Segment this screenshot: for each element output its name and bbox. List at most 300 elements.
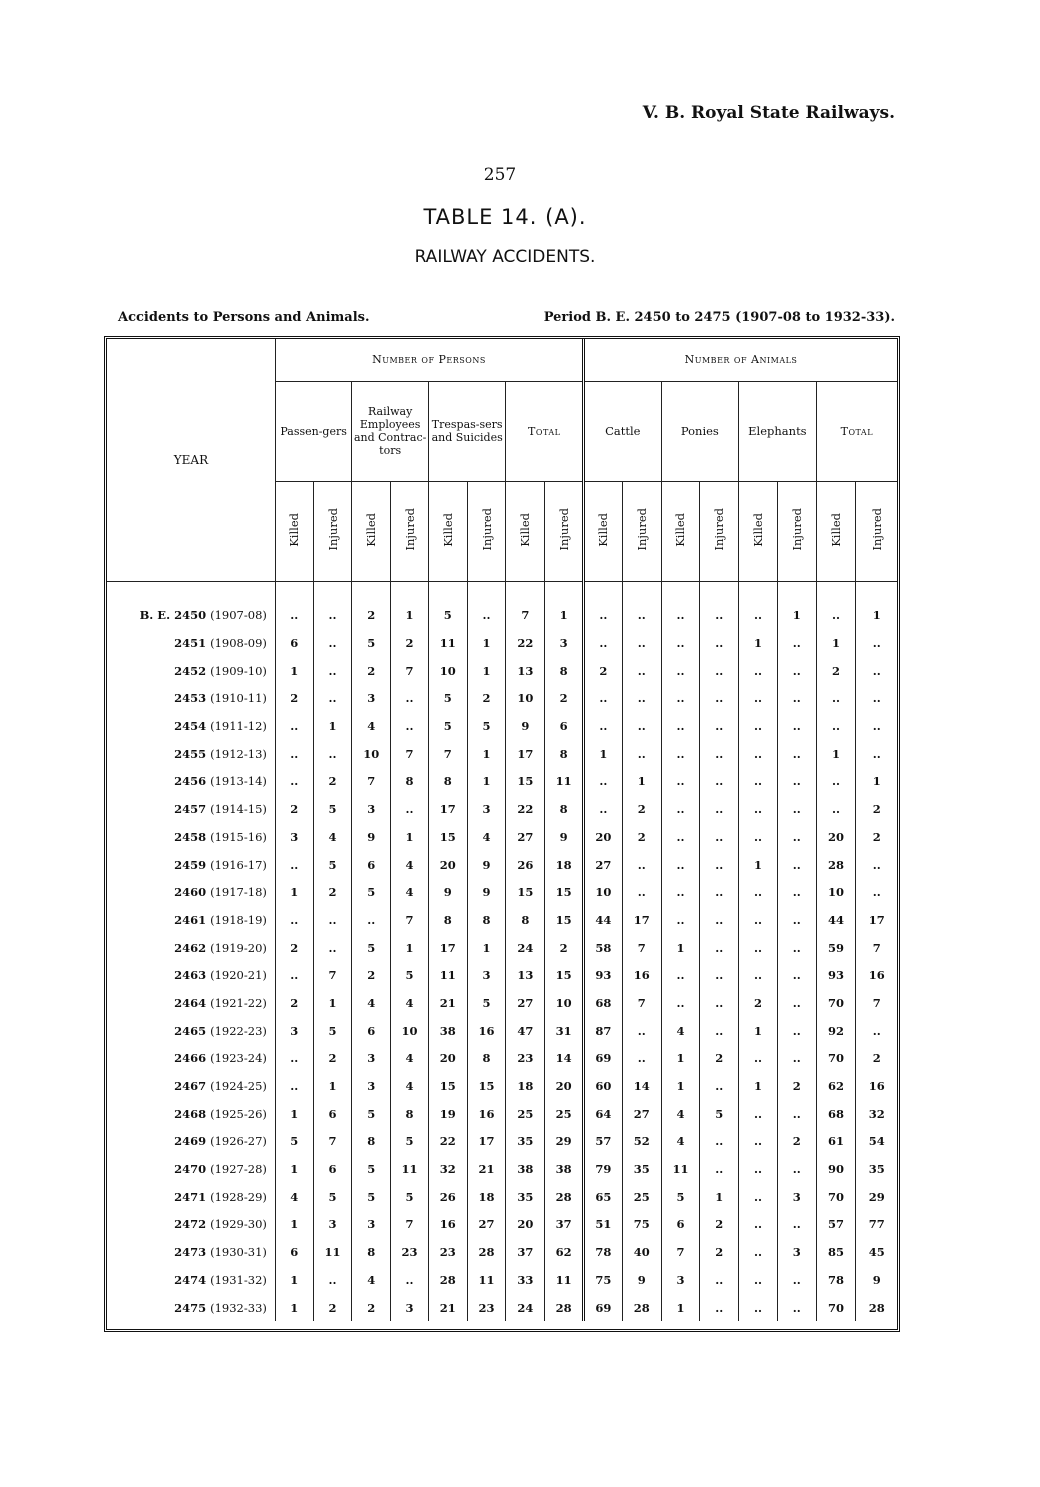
year-range: (1920-21) — [210, 968, 267, 983]
value-cell: 15 — [506, 768, 545, 796]
table-row — [107, 1017, 897, 1045]
value-cell: 78 — [584, 1238, 623, 1266]
col-header-label: Killed — [440, 512, 455, 547]
value-cell: 5 — [428, 602, 467, 630]
value-cell: 35 — [506, 1183, 545, 1211]
year-cell — [107, 1128, 275, 1156]
value-cell: .. — [816, 712, 856, 740]
value-cell: 7 — [622, 989, 661, 1017]
value-cell: 5 — [700, 1100, 739, 1128]
year-cell — [107, 602, 275, 630]
year-range: (1925-26) — [210, 1106, 267, 1121]
year-range: (1909-10) — [210, 663, 267, 678]
table-row — [107, 1100, 897, 1128]
value-cell: 1 — [661, 934, 700, 962]
value-cell: 28 — [428, 1266, 467, 1294]
value-cell: 1 — [275, 657, 313, 685]
value-cell: .. — [584, 685, 623, 713]
injured-col-header — [700, 481, 739, 581]
year-header — [107, 339, 275, 581]
value-cell: .. — [777, 1211, 816, 1239]
value-cell: 23 — [467, 1294, 506, 1322]
killed-col-header — [739, 481, 778, 581]
value-cell: .. — [313, 657, 352, 685]
value-cell: .. — [622, 685, 661, 713]
year-cell — [107, 1266, 275, 1294]
value-cell: .. — [739, 602, 778, 630]
value-cell: .. — [275, 1072, 313, 1100]
value-cell: .. — [739, 1155, 778, 1183]
value-cell: 25 — [545, 1100, 584, 1128]
value-cell: 33 — [506, 1266, 545, 1294]
year-number: 2457 — [174, 802, 207, 817]
value-cell: .. — [856, 851, 897, 879]
value-cell: 9 — [622, 1266, 661, 1294]
value-cell: 10 — [584, 878, 623, 906]
value-cell: .. — [700, 1072, 739, 1100]
value-cell: .. — [661, 961, 700, 989]
value-cell: .. — [391, 1266, 429, 1294]
value-cell: 44 — [584, 906, 623, 934]
value-cell: 35 — [622, 1155, 661, 1183]
value-cell: 1 — [467, 629, 506, 657]
value-cell: 20 — [584, 823, 623, 851]
value-cell: .. — [661, 740, 700, 768]
value-cell: 1 — [275, 1100, 313, 1128]
year-number: 2469 — [174, 1134, 207, 1149]
value-cell: .. — [816, 685, 856, 713]
value-cell: 17 — [506, 740, 545, 768]
table-row — [107, 795, 897, 823]
value-cell: 6 — [352, 1017, 391, 1045]
value-cell: 2 — [777, 1128, 816, 1156]
value-cell: 18 — [467, 1183, 506, 1211]
value-cell: .. — [777, 1100, 816, 1128]
value-cell: 2 — [700, 1211, 739, 1239]
value-cell: 38 — [506, 1155, 545, 1183]
group-trespassers: Trespas-sers and Suicides — [428, 381, 506, 481]
value-cell: 1 — [467, 934, 506, 962]
value-cell: 5 — [352, 629, 391, 657]
value-cell: .. — [661, 685, 700, 713]
table-row — [107, 989, 897, 1017]
value-cell: .. — [313, 629, 352, 657]
value-cell: 1 — [275, 1155, 313, 1183]
value-cell: 92 — [816, 1017, 856, 1045]
value-cell: 68 — [584, 989, 623, 1017]
value-cell: .. — [856, 878, 897, 906]
value-cell: 11 — [467, 1266, 506, 1294]
value-cell: .. — [739, 1238, 778, 1266]
year-cell — [107, 851, 275, 879]
value-cell: 7 — [313, 1128, 352, 1156]
group-persons-total: Total — [506, 381, 584, 481]
year-range: (1918-19) — [210, 912, 267, 927]
value-cell: 22 — [428, 1128, 467, 1156]
value-cell: .. — [584, 602, 623, 630]
value-cell: 1 — [739, 1072, 778, 1100]
value-cell: 4 — [275, 1183, 313, 1211]
value-cell: .. — [856, 1017, 897, 1045]
value-cell: 45 — [856, 1238, 897, 1266]
value-cell: 87 — [584, 1017, 623, 1045]
year-cell — [107, 795, 275, 823]
value-cell: 15 — [467, 1072, 506, 1100]
value-cell: 4 — [661, 1128, 700, 1156]
value-cell: .. — [661, 851, 700, 879]
value-cell: .. — [700, 629, 739, 657]
value-cell: 11 — [545, 1266, 584, 1294]
value-cell: .. — [313, 906, 352, 934]
value-cell: 4 — [661, 1100, 700, 1128]
value-cell: .. — [313, 602, 352, 630]
railway-name-heading: V. B. Royal State Railways. — [642, 103, 895, 123]
value-cell: .. — [700, 685, 739, 713]
value-cell: 18 — [545, 851, 584, 879]
value-cell: .. — [700, 989, 739, 1017]
value-cell: 27 — [506, 823, 545, 851]
value-cell: 8 — [506, 906, 545, 934]
value-cell: 4 — [352, 989, 391, 1017]
year-range: (1916-17) — [210, 857, 267, 872]
value-cell: 5 — [352, 1155, 391, 1183]
value-cell: .. — [661, 602, 700, 630]
value-cell: 22 — [506, 629, 545, 657]
value-cell: .. — [700, 961, 739, 989]
value-cell: 5 — [428, 712, 467, 740]
year-cell — [107, 629, 275, 657]
value-cell: 1 — [275, 878, 313, 906]
year-number: B. E. 2450 — [139, 608, 207, 623]
group-cattle: Cattle — [584, 381, 662, 481]
value-cell: .. — [700, 740, 739, 768]
value-cell: 17 — [622, 906, 661, 934]
value-cell: .. — [700, 795, 739, 823]
value-cell: 28 — [856, 1294, 897, 1322]
killed-col-header — [584, 481, 623, 581]
value-cell: 7 — [391, 657, 429, 685]
value-cell: 3 — [467, 961, 506, 989]
value-cell: 70 — [816, 1045, 856, 1073]
value-cell: 20 — [545, 1072, 584, 1100]
value-cell: 2 — [856, 1045, 897, 1073]
value-cell: .. — [777, 878, 816, 906]
value-cell: 7 — [856, 934, 897, 962]
value-cell: 1 — [661, 1294, 700, 1322]
year-range: (1907-08) — [210, 608, 267, 623]
value-cell: 3 — [352, 1045, 391, 1073]
value-cell: 7 — [391, 906, 429, 934]
value-cell: 11 — [428, 629, 467, 657]
value-cell: 4 — [467, 823, 506, 851]
table-subtitle: RAILWAY ACCIDENTS. — [414, 247, 596, 267]
year-range: (1910-11) — [210, 691, 267, 706]
value-cell: 5 — [391, 961, 429, 989]
value-cell: .. — [739, 1183, 778, 1211]
value-cell: 1 — [313, 989, 352, 1017]
value-cell: .. — [777, 768, 816, 796]
value-cell: .. — [275, 961, 313, 989]
subheading-right: Period B. E. 2450 to 2475 (1907-08 to 1932-33). — [543, 310, 895, 325]
value-cell: 28 — [467, 1238, 506, 1266]
value-cell: 3 — [352, 685, 391, 713]
value-cell: 10 — [816, 878, 856, 906]
value-cell: 90 — [816, 1155, 856, 1183]
value-cell: 13 — [506, 961, 545, 989]
page-number: 257 — [483, 165, 517, 185]
year-number: 2473 — [174, 1245, 207, 1260]
value-cell: .. — [313, 740, 352, 768]
year-cell — [107, 685, 275, 713]
value-cell: .. — [584, 768, 623, 796]
value-cell: 79 — [584, 1155, 623, 1183]
col-header-label: Injured — [712, 508, 727, 551]
value-cell: 20 — [506, 1211, 545, 1239]
value-cell: .. — [700, 1017, 739, 1045]
value-cell: .. — [275, 740, 313, 768]
year-number: 2464 — [174, 995, 207, 1010]
value-cell: 1 — [467, 740, 506, 768]
value-cell: 2 — [391, 629, 429, 657]
year-number: 2456 — [174, 774, 207, 789]
value-cell: 5 — [352, 1183, 391, 1211]
value-cell: .. — [700, 878, 739, 906]
table-row — [107, 1045, 897, 1073]
value-cell: .. — [275, 1045, 313, 1073]
value-cell: 68 — [816, 1100, 856, 1128]
value-cell: 15 — [545, 878, 584, 906]
value-cell: .. — [777, 851, 816, 879]
value-cell: 32 — [856, 1100, 897, 1128]
value-cell: .. — [584, 629, 623, 657]
value-cell: 85 — [816, 1238, 856, 1266]
year-range: (1930-31) — [210, 1245, 267, 1260]
year-number: 2463 — [174, 968, 207, 983]
value-cell: .. — [739, 1211, 778, 1239]
year-range: (1932-33) — [210, 1300, 267, 1315]
table-row — [107, 1128, 897, 1156]
value-cell: 9 — [352, 823, 391, 851]
value-cell: 23 — [391, 1238, 429, 1266]
value-cell: 4 — [391, 1072, 429, 1100]
injured-col-header — [467, 481, 506, 581]
value-cell: .. — [700, 1266, 739, 1294]
value-cell: 5 — [467, 712, 506, 740]
value-cell: 21 — [428, 989, 467, 1017]
value-cell: 1 — [391, 602, 429, 630]
value-cell: 2 — [700, 1045, 739, 1073]
value-cell: .. — [777, 961, 816, 989]
table-row — [107, 1238, 897, 1266]
value-cell: 9 — [428, 878, 467, 906]
value-cell: 1 — [313, 1072, 352, 1100]
value-cell: 20 — [816, 823, 856, 851]
value-cell: 8 — [391, 768, 429, 796]
year-range: (1923-24) — [210, 1051, 267, 1066]
value-cell: .. — [777, 795, 816, 823]
injured-col-header — [545, 481, 584, 581]
value-cell: .. — [622, 657, 661, 685]
value-cell: 7 — [661, 1238, 700, 1266]
value-cell: .. — [739, 823, 778, 851]
table-row — [107, 1155, 897, 1183]
value-cell: 9 — [467, 851, 506, 879]
value-cell: 1 — [313, 712, 352, 740]
value-cell: .. — [391, 685, 429, 713]
year-cell — [107, 768, 275, 796]
col-header-label: Killed — [673, 512, 688, 547]
value-cell: 60 — [584, 1072, 623, 1100]
value-cell: .. — [661, 823, 700, 851]
value-cell: .. — [622, 851, 661, 879]
value-cell: 5 — [428, 685, 467, 713]
killed-col-header — [506, 481, 545, 581]
value-cell: .. — [856, 629, 897, 657]
persons-header: Number of Persons — [275, 339, 583, 381]
value-cell: 7 — [391, 740, 429, 768]
value-cell: 1 — [700, 1183, 739, 1211]
value-cell: 77 — [856, 1211, 897, 1239]
year-cell — [107, 1238, 275, 1266]
table-title: TABLE 14. (A). — [423, 205, 587, 229]
value-cell: .. — [739, 685, 778, 713]
year-range: (1924-25) — [210, 1079, 267, 1094]
value-cell: .. — [467, 602, 506, 630]
value-cell: 4 — [391, 989, 429, 1017]
year-cell — [107, 934, 275, 962]
col-header-label: Killed — [518, 512, 533, 547]
value-cell: .. — [739, 657, 778, 685]
table-row — [107, 712, 897, 740]
value-cell: .. — [352, 906, 391, 934]
value-cell: 24 — [506, 934, 545, 962]
year-range: (1913-14) — [210, 774, 267, 789]
value-cell: 4 — [391, 851, 429, 879]
value-cell: 1 — [739, 851, 778, 879]
value-cell: 57 — [584, 1128, 623, 1156]
year-cell — [107, 1183, 275, 1211]
value-cell: 62 — [545, 1238, 584, 1266]
value-cell: .. — [700, 1155, 739, 1183]
value-cell: 5 — [313, 1017, 352, 1045]
value-cell: .. — [700, 934, 739, 962]
value-cell: 5 — [313, 851, 352, 879]
value-cell: .. — [739, 1294, 778, 1322]
year-number: 2468 — [174, 1106, 207, 1121]
value-cell: 8 — [545, 657, 584, 685]
year-number: 2460 — [174, 885, 207, 900]
injured-col-header — [391, 481, 429, 581]
value-cell: 78 — [816, 1266, 856, 1294]
year-cell — [107, 906, 275, 934]
value-cell: .. — [584, 795, 623, 823]
table-row — [107, 685, 897, 713]
value-cell: .. — [700, 851, 739, 879]
value-cell: 2 — [622, 795, 661, 823]
value-cell: 7 — [352, 768, 391, 796]
value-cell: 6 — [352, 851, 391, 879]
col-header-label: Injured — [869, 508, 884, 551]
value-cell: 3 — [352, 1072, 391, 1100]
value-cell: 4 — [313, 823, 352, 851]
group-elephants: Elephants — [739, 381, 817, 481]
value-cell: 65 — [584, 1183, 623, 1211]
value-cell: .. — [739, 961, 778, 989]
value-cell: 2 — [545, 685, 584, 713]
value-cell: 9 — [856, 1266, 897, 1294]
value-cell: 15 — [545, 906, 584, 934]
value-cell: 8 — [545, 795, 584, 823]
value-cell: .. — [661, 768, 700, 796]
value-cell: 16 — [856, 961, 897, 989]
year-cell — [107, 961, 275, 989]
value-cell: 23 — [506, 1045, 545, 1073]
year-range: (1926-27) — [210, 1134, 267, 1149]
col-header-label: Injured — [634, 508, 649, 551]
value-cell: 11 — [313, 1238, 352, 1266]
value-cell: 16 — [856, 1072, 897, 1100]
year-number: 2455 — [174, 746, 207, 761]
value-cell: .. — [622, 878, 661, 906]
value-cell: .. — [777, 906, 816, 934]
value-cell: 1 — [275, 1294, 313, 1322]
value-cell: .. — [777, 989, 816, 1017]
value-cell: .. — [739, 1128, 778, 1156]
group-railway-employees: Railway Employees and Contrac-tors — [352, 381, 429, 481]
value-cell: .. — [275, 768, 313, 796]
year-header-label: YEAR — [173, 452, 209, 467]
value-cell: 32 — [428, 1155, 467, 1183]
value-cell: 3 — [352, 795, 391, 823]
value-cell: .. — [700, 906, 739, 934]
killed-col-header — [661, 481, 700, 581]
year-number: 2459 — [174, 857, 207, 872]
value-cell: 1 — [545, 602, 584, 630]
year-cell — [107, 878, 275, 906]
value-cell: 1 — [275, 1266, 313, 1294]
year-range: (1908-09) — [210, 636, 267, 651]
value-cell: 4 — [391, 1045, 429, 1073]
value-cell: .. — [856, 740, 897, 768]
value-cell: .. — [856, 657, 897, 685]
table-row — [107, 961, 897, 989]
value-cell: 15 — [428, 823, 467, 851]
value-cell: .. — [777, 823, 816, 851]
year-number: 2474 — [174, 1272, 207, 1287]
value-cell: 5 — [661, 1183, 700, 1211]
year-number: 2451 — [174, 636, 207, 651]
year-number: 2472 — [174, 1217, 207, 1232]
value-cell: 16 — [467, 1017, 506, 1045]
value-cell: 59 — [816, 934, 856, 962]
value-cell: 75 — [584, 1266, 623, 1294]
value-cell: 17 — [467, 1128, 506, 1156]
year-range: (1915-16) — [210, 829, 267, 844]
value-cell: 11 — [391, 1155, 429, 1183]
value-cell: 27 — [506, 989, 545, 1017]
value-cell: 1 — [856, 768, 897, 796]
value-cell: 14 — [622, 1072, 661, 1100]
value-cell: 31 — [545, 1017, 584, 1045]
value-cell: .. — [739, 768, 778, 796]
table-row — [107, 629, 897, 657]
col-header-label: Injured — [479, 508, 494, 551]
table-row — [107, 1211, 897, 1239]
injured-col-header — [856, 481, 897, 581]
value-cell: 52 — [622, 1128, 661, 1156]
value-cell: 2 — [856, 823, 897, 851]
value-cell: .. — [739, 1045, 778, 1073]
